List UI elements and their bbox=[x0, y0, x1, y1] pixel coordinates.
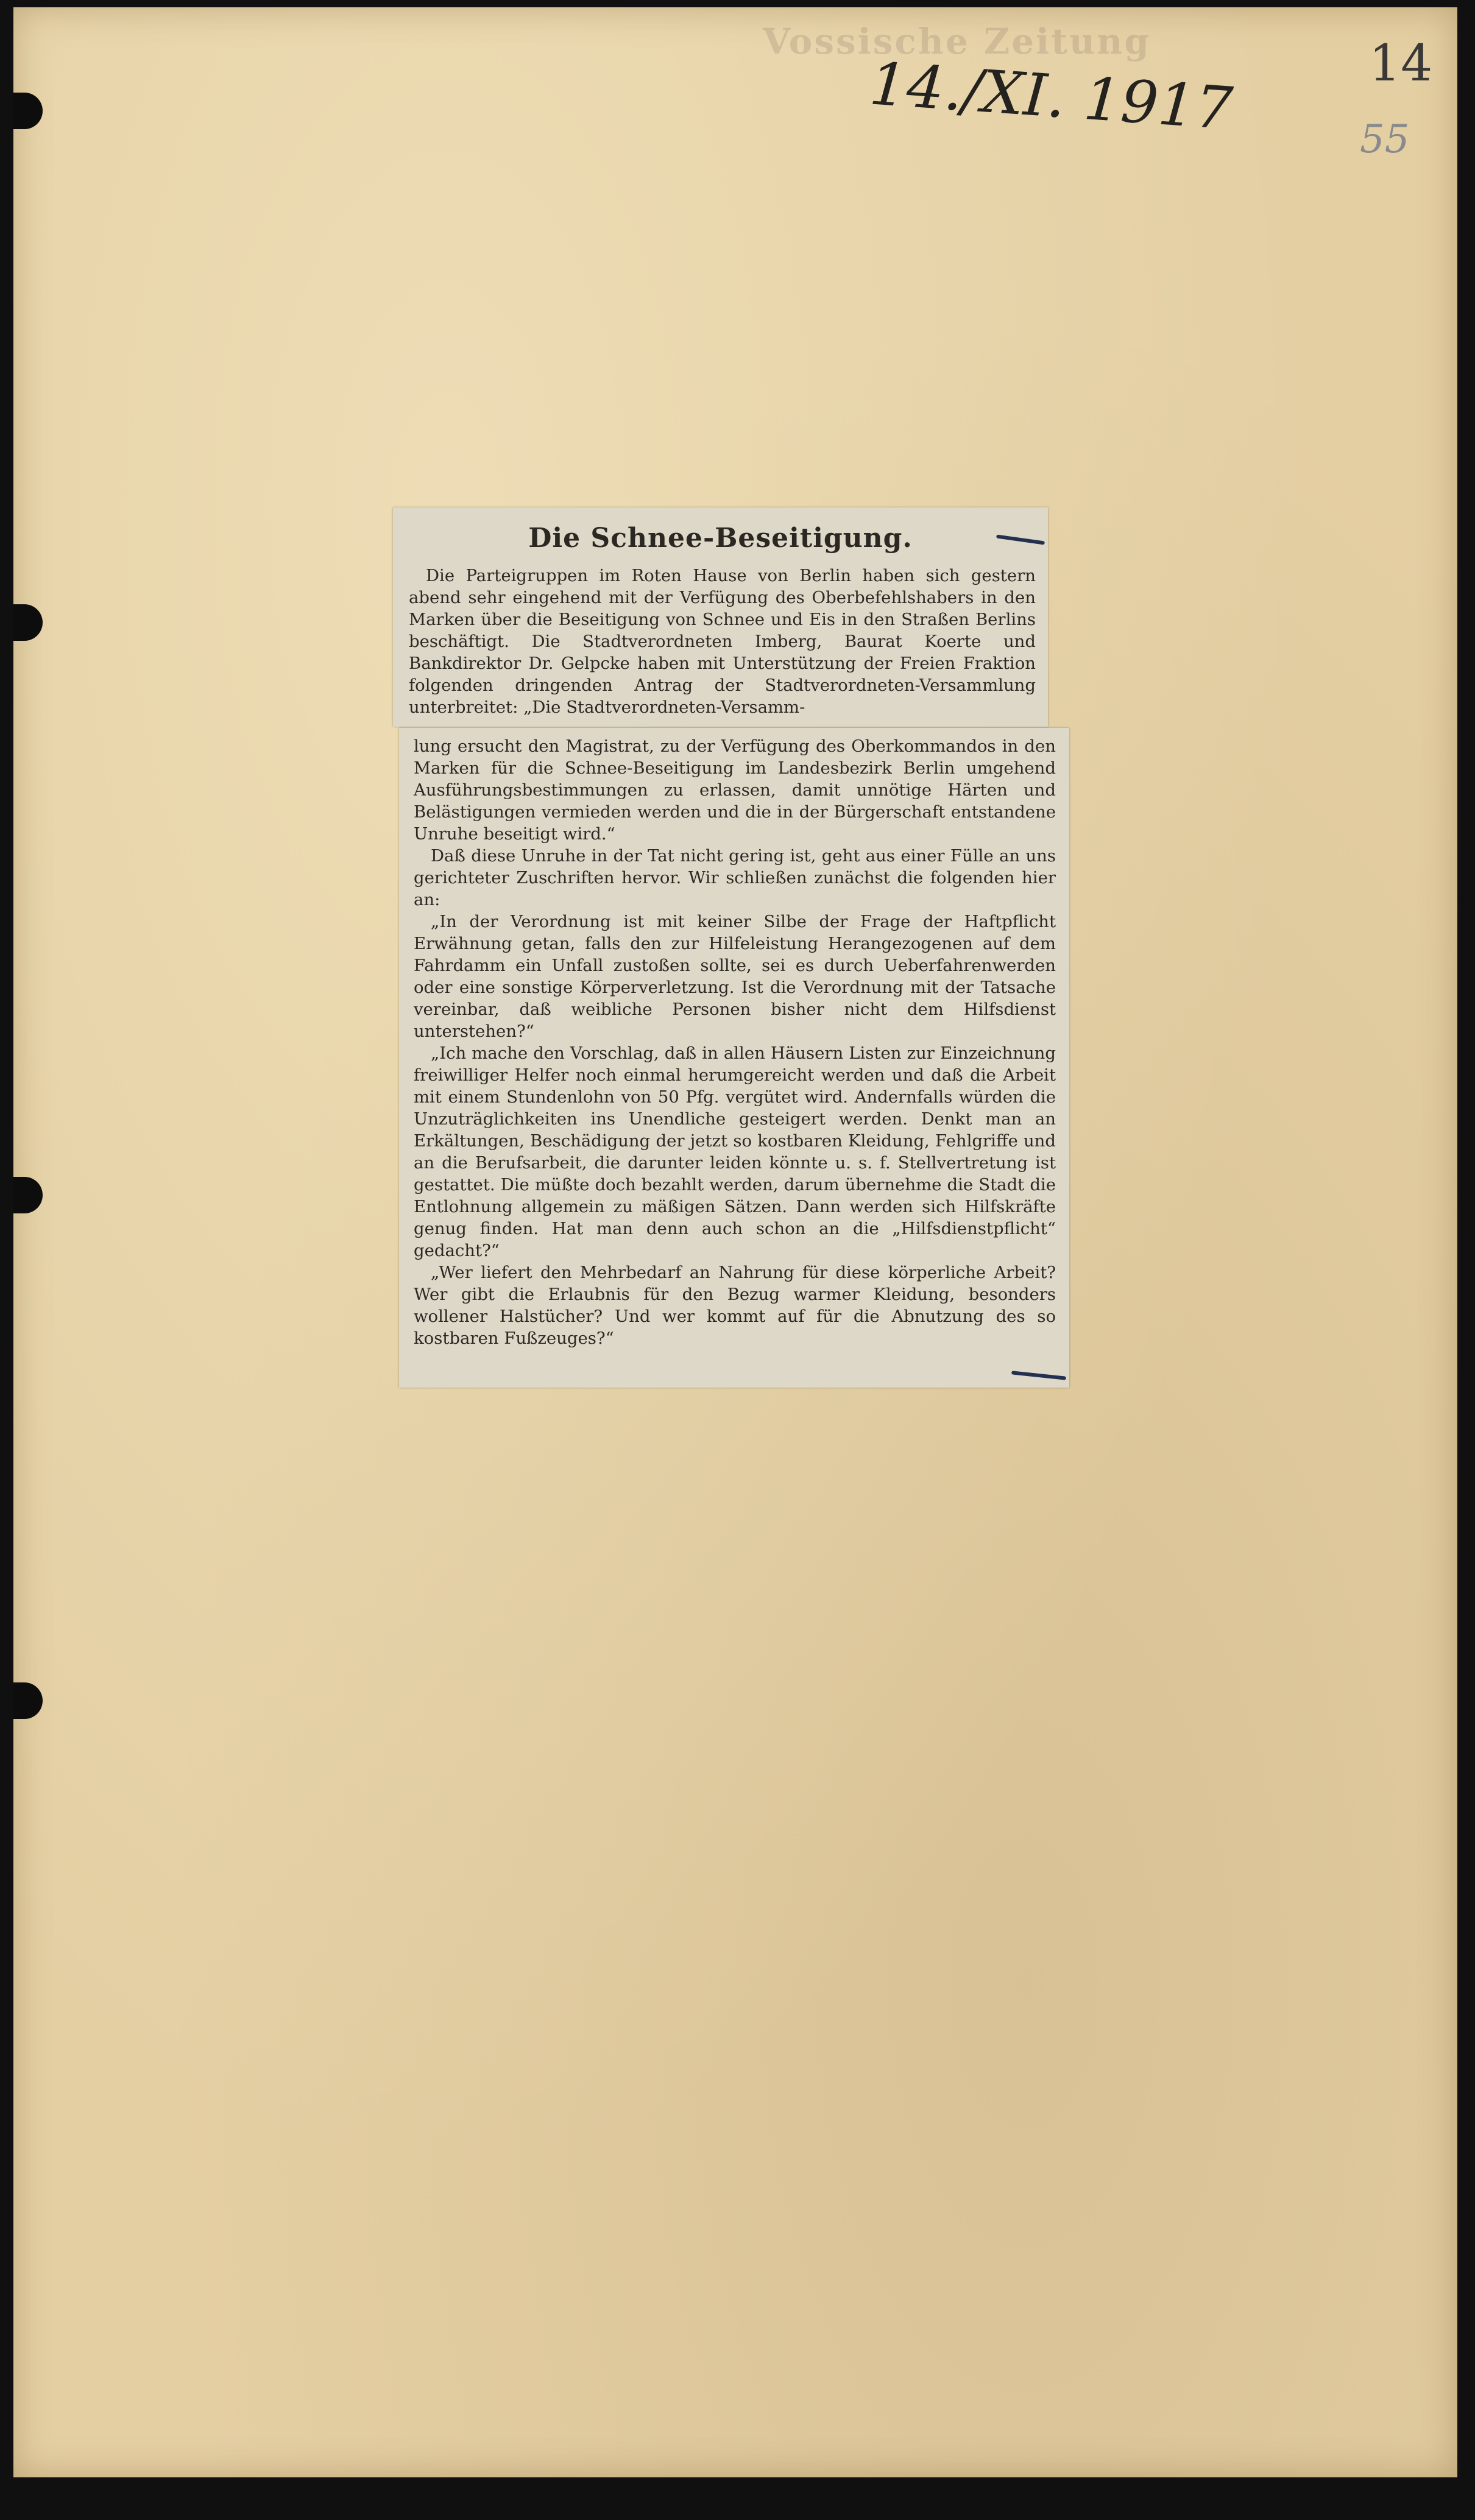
pen-mark bbox=[1011, 1371, 1066, 1380]
handwritten-date: 14./XI. 1917 bbox=[867, 49, 1235, 143]
clipping-bottom bbox=[399, 728, 1069, 1388]
clipping-top bbox=[393, 507, 1048, 727]
punch-hole bbox=[13, 604, 43, 641]
article-paragraph: lung ersucht den Magistrat, zu der Verfügung des Oberkommandos in den Marken für die Schnee-Beseitigung im Landesbezirk Berlin umgehend Ausführungsbestimmungen zu erlassen, damit unnötige Härten und Belästigungen vermieden werden und die in der Bürgerschaft entstandene Unruhe beseitigt wird.“ bbox=[414, 736, 1056, 844]
article-paragraph: „In der Verordnung ist mit keiner Silbe der Frage der Haftpflicht Erwähnung getan, falls den zur Hilfeleistung Herangezogenen auf dem Fahrdamm ein Unfall zustoßen sollte, sei es durch Ueberfahrenwerden oder eine sonstige Körperverletzung. Ist die Verordnung mit der Tatsache vereinbar, daß weibliche Personen bisher nicht dem Hilfsdienst unterstehen?“ bbox=[414, 912, 1056, 1041]
handwritten-page-number: 14 bbox=[1369, 35, 1433, 93]
article-paragraph: Daß diese Unruhe in der Tat nicht gering ist, geht aus einer Fülle an uns gerichteter Zuschriften hervor. Wir schließen zunächst die folgenden hier an: bbox=[414, 846, 1056, 909]
pencil-page-number: 55 bbox=[1360, 117, 1410, 162]
punch-hole bbox=[13, 1682, 43, 1719]
article-paragraph: „Ich mache den Vorschlag, daß in allen Häusern Listen zur Einzeichnung freiwilliger Helfer noch einmal herumgereicht werden und daß die Arbeit mit einem Stundenlohn von 50 Pfg. vergütet wird. Andernfalls würden die Unzuträglichkeiten ins Unendliche gesteigert werden. Denkt man an Erkältungen, Beschädigung der jetzt so kostbaren Kleidung, Fehlgriffe und an die Berufsarbeit, die darunter leiden könnte u. s. f. Stellvertretung ist gestattet. Die müßte doch bezahlt werden, darum übernehme die Stadt die Entlohnung allgemein zu mäßigen Sätzen. Dann werden sich Hilfskräfte genug finden. Hat man denn auch schon an die „Hilfsdienstpflicht“ gedacht?“ bbox=[414, 1043, 1056, 1260]
punch-hole bbox=[13, 1177, 43, 1213]
article-title: Die Schnee-Beseitigung. bbox=[528, 523, 913, 554]
punch-hole bbox=[13, 93, 43, 129]
article-paragraph: „Wer liefert den Mehrbedarf an Nahrung für diese körperliche Arbeit? Wer gibt die Erlaubnis für den Bezug warmer Kleidung, besonders wollener Halstücher? Und wer kommt auf für die Abnutzung des so kostbaren Fußzeuges?“ bbox=[414, 1263, 1056, 1348]
newspaper-stamp: Vossische Zeitung bbox=[763, 21, 1151, 62]
article-paragraph: Die Parteigruppen im Roten Hause von Berlin haben sich gestern abend sehr eingehend mit der Verfügung des Oberbefehlshabers in den Marken über die Beseitigung von Schnee und Eis in den Straßen Berlins beschäftigt. Die Stadtverordneten Imberg, Baurat Koerte und Bankdirektor Dr. Gelpcke haben mit Unterstützung der Freien Fraktion folgenden dringenden Antrag der Stadtverordneten-Versammlung unterbreitet: „Die Stadtverordneten-Versamm- bbox=[409, 566, 1036, 717]
